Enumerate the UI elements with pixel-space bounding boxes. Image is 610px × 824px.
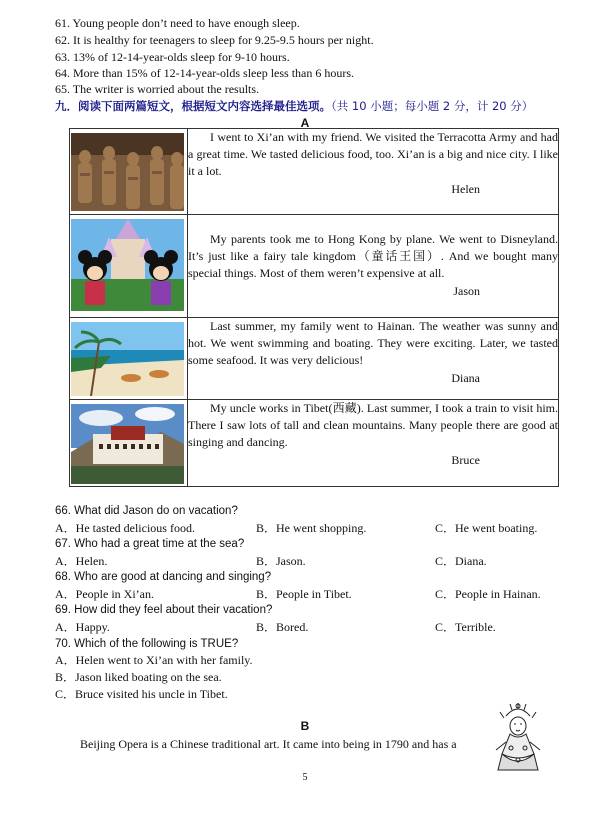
page-number: 5 (302, 772, 308, 783)
question-69: 69. How did they feel about their vacation? (55, 604, 273, 616)
statement-64: 64. More than 15% of 12-14-year-olds sleep less than 6 hours. (55, 66, 355, 80)
hainan-beach-photo (71, 322, 184, 396)
section-note: （共 10 小题；每小题 2 分，计 20 分） (331, 99, 534, 113)
option-70-a: A．Helen went to Xi’an with her family. (55, 653, 253, 667)
option-66-c: C．He went boating. (435, 521, 538, 535)
option-70-c: C．Bruce visited his uncle in Tibet. (55, 687, 228, 701)
option-68-a: A．People in Xi’an. (55, 587, 154, 601)
option-66-a: A．He tasted delicious food. (55, 521, 195, 535)
passage-row (70, 215, 559, 318)
option-69-b: B．Bored. (256, 620, 309, 634)
passage-row (70, 129, 559, 215)
passage-b-heading: B (300, 719, 310, 733)
passage-a-table (69, 128, 559, 487)
option-69-a: A．Happy. (55, 620, 110, 634)
option-69-c: C．Terrible. (435, 620, 496, 634)
statement-63: 63. 13% of 12-14-year-olds sleep for 9-10 hours. (55, 50, 290, 64)
statement-65: 65. The writer is worried about the results. (55, 82, 260, 96)
terracotta-army-photo (71, 133, 184, 211)
option-68-c: C．People in Hainan. (435, 587, 541, 601)
passage-text: My parents took me to Hong Kong by plane. We went to Disneyland. It’s just like a fairy tale kingdom（童话王国）. And we bought many special things. Most of them weren’t expensive at all. (188, 232, 558, 280)
author-name: Jason (453, 284, 480, 298)
passage-b-text: Beijing Opera is a Chinese traditional art. It came into being in 1790 and has a (80, 737, 457, 751)
question-66: 66. What did Jason do on vacation? (55, 505, 238, 517)
author-name: Helen (451, 182, 480, 196)
author-name: Bruce (451, 453, 480, 467)
option-67-a: A．Helen. (55, 554, 108, 568)
passage-a-heading: A (300, 116, 310, 130)
option-67-c: C．Diana. (435, 554, 487, 568)
passage-text: I went to Xi’an with my friend. We visited the Terracotta Army and had a great time. We tasted delicious food, too. Xi’an is a big and nice city. I like it a lot. (188, 130, 558, 178)
statement-61: 61. Young people don’t need to have enough sleep. (55, 16, 300, 30)
option-70-b: B．Jason liked boating on the sea. (55, 670, 222, 684)
question-68: 68. Who are good at dancing and singing? (55, 571, 272, 583)
author-name: Diana (451, 371, 480, 385)
passage-row (70, 400, 559, 487)
section-label: 九．阅读下面两篇短文，根据短文内容选择最佳选项。 (55, 99, 331, 113)
option-67-b: B．Jason. (256, 554, 306, 568)
option-68-b: B．People in Tibet. (256, 587, 352, 601)
statement-62: 62. It is healthy for teenagers to sleep for 9.25-9.5 hours per night. (55, 33, 374, 47)
disneyland-castle-photo (71, 219, 184, 311)
passage-text: Last summer, my family went to Hainan. The weather was sunny and hot. We went swimming and boating. They were exciting. Later, we tasted some seafood. It was very delicious! (188, 319, 558, 367)
passage-text: My uncle works in Tibet(西藏). Last summer, I took a train to visit him. There I saw lots of tall and clean mountains. Many people there are good at singing and dancing. (188, 401, 558, 449)
question-70: 70. Which of the following is TRUE? (55, 638, 239, 650)
passage-row (70, 318, 559, 400)
potala-palace-photo (71, 404, 184, 484)
option-66-b: B．He went shopping. (256, 521, 367, 535)
question-67: 67. Who had a great time at the sea? (55, 538, 245, 550)
section-heading (55, 99, 533, 113)
opera-figure-drawing (492, 702, 544, 772)
